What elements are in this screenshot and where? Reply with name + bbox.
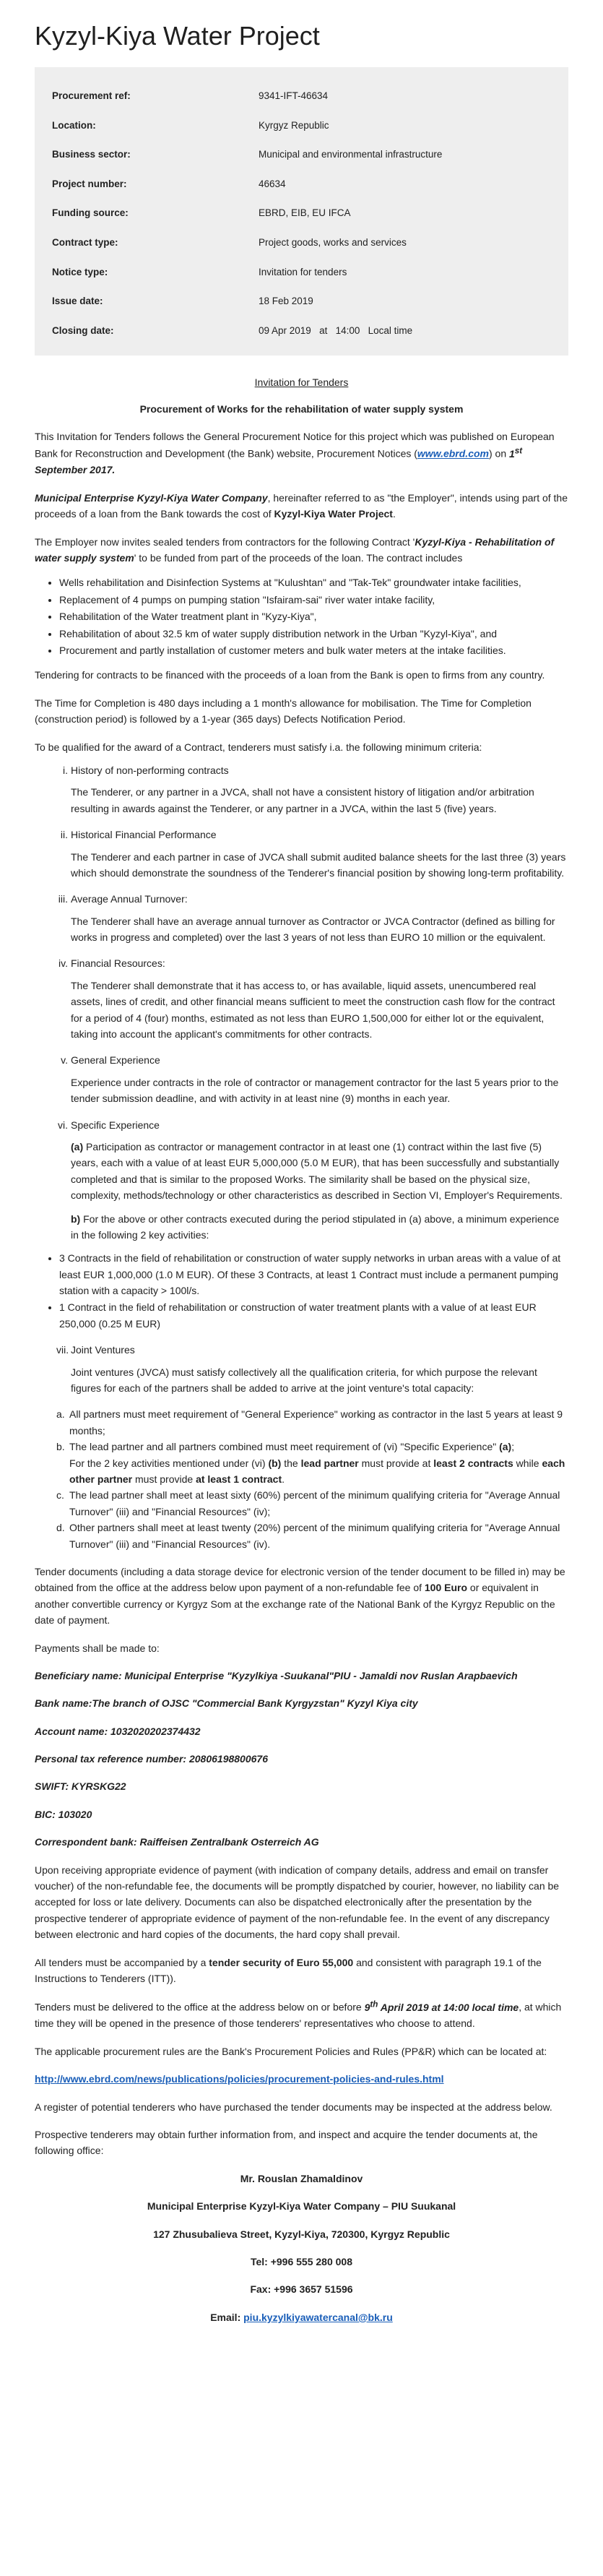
ebrd-link[interactable]: www.ebrd.com (417, 448, 489, 460)
rules-paragraph: The applicable procurement rules are the Bank's Procurement Policies and Rules (PP&R) which can be located at: (35, 2045, 547, 2057)
register-paragraph: A register of potential tenderers who have purchased the tender documents may be inspected at the address below. (35, 2101, 552, 2113)
security-paragraph: All tenders must be accompanied by a tender security of Euro 55,000 and consistent with paragraph 19.1 of the Instructions to Tenderers (ITT)). (35, 1956, 542, 1984)
criterion-title: History of non-performing contracts (71, 764, 229, 776)
info-value: Invitation for tenders (259, 266, 347, 277)
info-label: Project number: (52, 178, 127, 189)
prospective-paragraph: Prospective tenderers may obtain further information from, and inspect and acquire the tender documents at, the following office: (35, 2128, 538, 2157)
criterion-financial-resources (56, 955, 568, 1042)
criterion-number: ii. (60, 829, 68, 841)
intro-paragraph: This Invitation for Tenders follows the General Procurement Notice for this project which was published on European Bank for Reconstruction and Development (the Bank) website, Procurement Notices (www.ebrd.com) on 1st September 2017. (35, 431, 555, 476)
list-item: c. The lead partner shall meet at least sixty (60%) percent of the minimum qualifying criteria for "Average Annual Turnover" (iii) and "Financial Resources" (iv); (56, 1489, 560, 1517)
info-label: Funding source: (52, 207, 129, 219)
criterion-history (56, 762, 568, 817)
info-row (52, 316, 551, 346)
criterion-text: The Tenderer, or any partner in a JVCA, shall not have a consistent history of litigation and/or arbitration resulting in awards against the Tenderer, or any partner in a JVCA, within the last 5 (five) years. (71, 786, 534, 814)
info-value: EBRD, EIB, EU IFCA (259, 207, 351, 219)
list-item: • 1 Contract in the field of rehabilitation or construction of water treatment plants with a value of at least EUR 250,000 (0.25 M EUR) (59, 1299, 568, 1332)
bank-name: Bank name:The branch of OJSC "Commercial Bank Kyrgyzstan" Kyzyl Kiya city (35, 1697, 418, 1710)
criterion-number: v. (61, 1054, 68, 1067)
dispatch-paragraph: Upon receiving appropriate evidence of payment (with indication of company details, address and email on transfer voucher) of the non-refundable fee, the documents will be promptly dispatched by courier, however, no liability can be accepted for loss or late delivery. Documents can also be dispatched electronically after the presentation by the prospective tenderer of appropriate evidence of payment of the non-refundable fee. In the event of any discrepancy between electronic and hard copies of the documents, the hard copy shall prevail. (35, 1864, 560, 1941)
criterion-title: Average Annual Turnover: (71, 893, 188, 905)
info-row (52, 258, 551, 288)
criterion-text: (a) Participation as contractor or management contractor in at least one (1) contract within the last five (5) years, each with a value of at least EUR 5,000,000 (5.0 M EUR), that has been successfully and substantially completed and that is similar to the proposed Works. The similarity shall be based on the physical size, complexity, methods/technology or other characteristics as described in Section VI, Employer's Requirements. (71, 1140, 563, 1202)
info-row (52, 170, 551, 199)
info-value: Municipal and environmental infrastructure (259, 149, 443, 160)
financing-paragraph: Tendering for contracts to be financed with the proceeds of a loan from the Bank is open to firms from any country. (35, 669, 545, 681)
criterion-turnover (56, 891, 568, 945)
criterion-text: b) For the above or other contracts executed during the period stipulated in (a) above, a minimum experience in the following 2 key activities: (71, 1212, 560, 1241)
list-item: • Rehabilitation of the Water treatment plant in "Kyzy-Kiya", (59, 608, 568, 624)
criterion-number: iv. (58, 957, 68, 970)
criterion-title: General Experience (71, 1054, 160, 1067)
contact-fax: Fax: +996 3657 51596 (250, 2283, 353, 2296)
contact-email: Email: piu.kyzylkiyawatercanal@bk.ru (210, 2311, 393, 2323)
contact-phone: Tel: +996 555 280 008 (250, 2255, 353, 2267)
criterion-number: vi. (58, 1119, 68, 1131)
list-item: d. Other partners shall meet at least twenty (20%) percent of the minimum qualifying criteria for "Average Annual Turnover" (iii) and "Financial Resources" (iv). (56, 1522, 560, 1550)
info-row (52, 111, 551, 141)
criterion-title: Financial Resources: (71, 957, 165, 970)
criterion-text: The Tenderer shall demonstrate that it has access to, or has available, liquid assets, unencumbered real assets, lines of credit, and other financial means sufficient to meet the construction cash flow for the contract for a period of 4 (four) months, estimated as not less than EURO 1,500,000 for either lot or the equivalent, taking into account the applicant's commitments for other contracts. (71, 979, 555, 1041)
time-paragraph: The Time for Completion is 480 days including a 1 month's allowance for mobilisation. The Time for Completion (construction period) is followed by a 1-year (365 days) Defects Notification Period. (35, 697, 532, 725)
info-label: Notice type: (52, 266, 108, 277)
info-value: Project goods, works and services (259, 237, 407, 248)
notice-title: Invitation for Tenders (254, 376, 349, 389)
bic-code: BIC: 103020 (35, 1808, 92, 1820)
procurement-info-table (35, 67, 568, 356)
info-label: Issue date: (52, 296, 103, 307)
list-item: • 3 Contracts in the field of rehabilitation or construction of water supply networks in urban areas with a value of at least EUR 1,000,000 (1.0 M EUR). Of these 3 Contracts, at least 1 Contract must include a permanent pumping station with a capacity > 100l/s. (59, 1250, 568, 1298)
documents-paragraph: Tender documents (including a data storage device for electronic version of the tender document to be filled in) may be obtained from the office at the address below upon payment of a non-refundable fee of 100 Euro or equivalent in another convertible currency or Kyrgyz Som at the exchange rate of the National Bank of the Kyrgyz Republic on the date of payment. (35, 1565, 565, 1627)
list-item: a. All partners must meet requirement of "General Experience" working as contractor in the last 5 years at least 9 months; (56, 1408, 563, 1436)
contact-name: Mr. Rouslan Zhamaldinov (240, 2172, 363, 2184)
jv-requirements-list (56, 1406, 568, 1552)
criterion-number: i. (63, 764, 68, 776)
criterion-text: The Tenderer and each partner in case of JVCA shall submit audited balance sheets for the last three (3) years which should demonstrate the soundness of the Tenderer's financial position by showing long-term profitability. (71, 850, 566, 879)
info-label: Contract type: (52, 237, 118, 248)
criterion-title: Specific Experience (71, 1119, 160, 1131)
criterion-title: Joint Ventures (71, 1344, 135, 1356)
contact-address: 127 Zhusubalieva Street, Kyzyl-Kiya, 720300, Kyrgyz Republic (153, 2228, 450, 2240)
procurement-rules-link[interactable]: http://www.ebrd.com/news/publications/policies/procurement-policies-and-rules.html (35, 2073, 444, 2085)
info-value: 09 Apr 2019 at 14:00 Local time (259, 324, 413, 336)
info-label: Procurement ref: (52, 90, 131, 102)
criteria-intro: To be qualified for the award of a Contract, tenderers must satisfy i.a. the following minimum criteria: (35, 741, 482, 753)
info-label: Closing date: (52, 324, 114, 336)
list-item: • Wells rehabilitation and Disinfection Systems at "Kulushtan" and "Tak-Tek" groundwater intake facilities, (59, 574, 568, 590)
info-row (52, 287, 551, 316)
account-name: Account name: 1032020202374432 (35, 1725, 201, 1737)
criterion-general-experience (56, 1052, 568, 1106)
info-row (52, 140, 551, 170)
info-row (52, 228, 551, 258)
delivery-paragraph: Tenders must be delivered to the office at the address below on or before 9th April 2019 at 14:00 local time, at which time they will be opened in the presence of those tenderers' representatives who choose to attend. (35, 1999, 562, 2030)
info-value: Kyrgyz Republic (259, 119, 329, 131)
list-item: b. The lead partner and all partners combined must meet requirement of (vi) "Specific Experience" (a); For the 2 key activities mentioned under (vi) (b) the lead partner must provide at least 2 contracts while each other partner must provide at least 1 contract. (56, 1441, 565, 1485)
info-row (52, 82, 551, 111)
criterion-joint-ventures (56, 1342, 568, 1396)
list-item: • Rehabilitation of about 32.5 km of water supply distribution network in the Urban "Kyzyl-Kiya", and (59, 626, 568, 642)
swift-code: SWIFT: KYRSKG22 (35, 1780, 126, 1793)
criterion-number: vii. (56, 1344, 69, 1356)
info-value: 46634 (259, 178, 286, 189)
criterion-text: Joint ventures (JVCA) must satisfy collectively all the qualification criteria, for which purpose the relevant figures for each of the partners shall be added to arrive at the joint venture's total capacity: (71, 1366, 537, 1395)
criterion-number: iii. (58, 893, 68, 905)
scope-list (59, 574, 568, 658)
criterion-specific-experience (56, 1117, 568, 1332)
tax-reference: Personal tax reference number: 20806198800676 (35, 1753, 268, 1765)
info-value: 9341-IFT-46634 (259, 90, 329, 102)
list-item: • Replacement of 4 pumps on pumping station "Isfairam-sai" river water intake facility, (59, 592, 568, 608)
email-link[interactable]: piu.kyzylkiyawatercanal@bk.ru (243, 2311, 393, 2323)
invite-paragraph: The Employer now invites sealed tenders from contractors for the following Contract 'Kyzyl-Kiya - Rehabilitation of water supply system' to be funded from part of the proceeds of the loan. The contract includes (35, 535, 555, 564)
info-value: 18 Feb 2019 (259, 296, 313, 307)
info-label: Location: (52, 119, 96, 131)
correspondent-bank: Correspondent bank: Raiffeisen Zentralbank Osterreich AG (35, 1836, 319, 1848)
criterion-text: The Tenderer shall have an average annual turnover as Contractor or JVCA Contractor (defined as billing for works in progress and completed) over the last 3 years of not less than EURO 10 million or the equivalent. (71, 915, 555, 944)
beneficiary-name: Beneficiary name: Municipal Enterprise "Kyzylkiya -Suukanal"PIU - Jamaldi nov Ruslan Arapbaevich (35, 1669, 518, 1681)
criterion-title: Historical Financial Performance (71, 829, 217, 841)
list-item: • Procurement and partly installation of customer meters and bulk water meters at the intake facilities. (59, 642, 568, 658)
employer-paragraph: Municipal Enterprise Kyzyl-Kiya Water Company, hereinafter referred to as "the Employer", intends using part of the proceeds of a loan from the Bank towards the cost of Kyzyl-Kiya Water Project. (35, 491, 568, 520)
contact-organization: Municipal Enterprise Kyzyl-Kiya Water Company – PIU Suukanal (147, 2200, 456, 2213)
notice-subtitle: Procurement of Works for the rehabilitation of water supply system (139, 402, 464, 415)
payments-intro: Payments shall be made to: (35, 1642, 160, 1654)
info-label: Business sector: (52, 149, 131, 160)
key-activities-list (59, 1250, 568, 1332)
info-row (52, 199, 551, 228)
page-title: Kyzyl-Kiya Water Project (35, 21, 320, 51)
criterion-text: Experience under contracts in the role of contractor or management contractor for the last 5 years prior to the tender submission deadline, and with activity in at least nine (9) months in each year. (71, 1076, 559, 1105)
criterion-financial-performance (56, 827, 568, 881)
